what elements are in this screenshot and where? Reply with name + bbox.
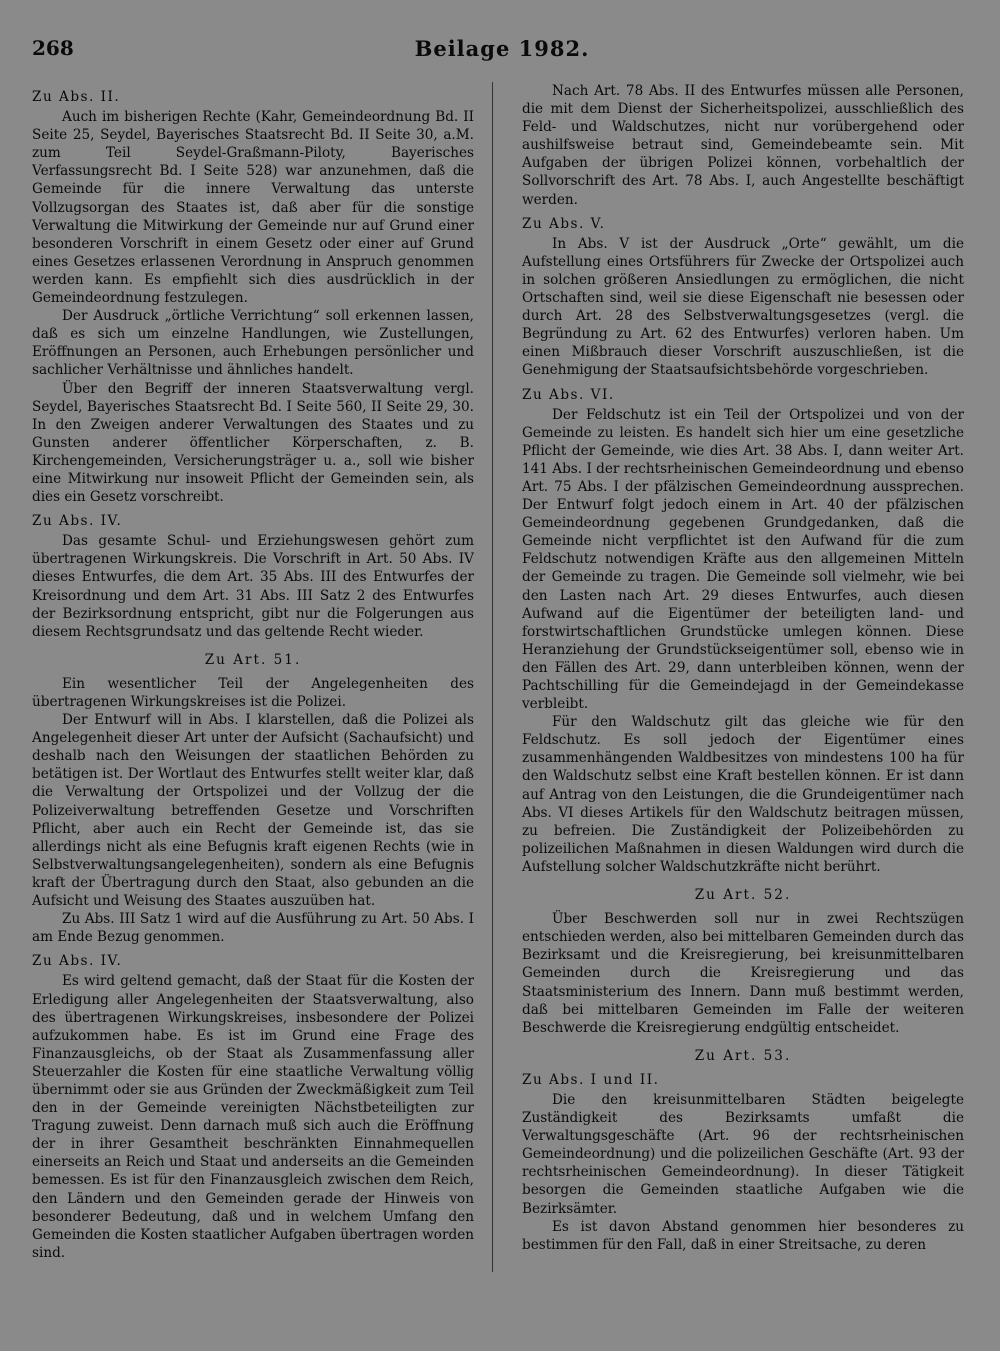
section-subheading: Zu Abs. II. xyxy=(32,89,121,105)
section-subheading: Zu Abs. IV. xyxy=(32,953,123,970)
paragraph: Das gesamte Schul- und Erziehungswesen gehört zum übertragenen Wirkungskreis. Die Vorschrift in Art. 50 Abs. IV dieses Entwurfes, die dem Art. 35 Abs. III des Entwurfes der Kreisordnung und dem Art. 31 Abs. III Satz 2 des Entwurfes der Bezirksordnung entspricht, gibt nur die Folgerungen aus diesem Rechtsgrundsatz und das geltende Recht wieder. xyxy=(32,533,474,640)
paragraph: Es ist davon Abstand genommen hier besonderes zu bestimmen für den Fall, daß in einer Streitsache, zu deren xyxy=(522,1218,964,1253)
paragraph: In Abs. V ist der Ausdruck „Orte“ gewählt, um die Aufstellung eines Ortsführers für Zwecke der Ortspolizei auch in solchen größeren Ansiedlungen zu ermöglichen, die nicht Ortschaften sind, weil sie diese Eigenschaft nie besessen oder durch Art. 28 des Selbstverwaltungsgesetzes (vergl. die Begründung zu Art. 62 des Entwurfes) verloren haben. Um einen Mißbrauch dieser Vorschrift auszuschließen, ist die Genehmigung der Staatsaufsichtsbehörde vorgeschrieben. xyxy=(522,235,964,379)
right-column xyxy=(522,82,964,1254)
section-subheading: Zu Abs. VI. xyxy=(522,386,615,403)
column-divider xyxy=(492,82,493,1272)
paragraph: Ein wesentlicher Teil der Angelegenheiten des übertragenen Wirkungskreises ist die Polizei. xyxy=(32,675,474,710)
page-header xyxy=(32,36,972,66)
page-number: 268 xyxy=(32,36,74,60)
paragraph: Es wird geltend gemacht, daß der Staat für die Kosten der Erledigung aller Angelegenheiten der Staatsverwaltung, also des übertragenen Wirkungskreises, insbesondere der Polizei aufzukommen habe. Es ist im Grund eine Frage des Finanzausgleichs, ob der Staat als Zusammenfassung aller Steuerzahler die Kosten für eine staatliche Verwaltung völlig übernimmt oder sie aus Gründen der Zweckmäßigkeit zum Teil den in der Gemeinde vereinigten Nächstbeteiligten zur Tragung zuweist. Denn darnach muß sich auch die Eröffnung der in ihrer Gesamtheit beschränkten Einnahmequellen einerseits an Reich und Staat und anderseits an die Gemeinden bemessen. Es ist für den Finanzausgleich zwischen dem Reich, den Ländern und den Gemeinden gerade der Hinweis von besonderer Bedeutung, daß und in welchem Umfang den Gemeinden die Kosten staatlicher Aufgaben übertragen worden sind. xyxy=(32,973,474,1261)
paragraph: Der Ausdruck „örtliche Verrichtung“ soll erkennen lassen, daß es sich um einzelne Handlungen, wie Zustellungen, Eröffnungen an Personen, auch Erhebungen persönlicher und sachlicher Verhältnisse und ähnliches handelt. xyxy=(32,308,474,379)
paragraph: Auch im bisherigen Rechte (Kahr, Gemeindeordnung Bd. II Seite 25, Seydel, Bayerisches Staatsrecht Bd. II Seite 30, a.M. zum Teil Seydel-Graßmann-Piloty, Bayerisches Verfassungsrecht Bd. I Seite 528) war anzunehmen, daß die Gemeinde für die innere Verwaltung das unterste Vollzugsorgan des Staates ist, daß aber für die sonstige Verwaltung die Mitwirkung der Gemeinde nur auf Grund einer besonderen Vorschrift in einem Gesetz oder einer auf Grund eines Gesetzes erlassenen Verordnung in Anspruch genommen werden kann. Es empfiehlt sich dies ausdrücklich in der Gemeindeordnung festzulegen. xyxy=(32,109,474,307)
left-column xyxy=(32,82,474,1262)
paragraph: Über Beschwerden soll nur in zwei Rechtszügen entschieden werden, also bei mittelbaren Gemeinden durch das Bezirksamt und die Kreisregierung, bei kreisunmittelbaren Gemeinden durch die Kreisregierung und das Staatsministerium des Innern. Dann muß bestimmt werden, daß bei mittelbaren Gemeinden im Falle der weiteren Beschwerde die Kreisregierung endgültig entscheidet. xyxy=(522,911,964,1036)
page-title: Beilage 1982. xyxy=(414,36,590,61)
article-heading: Zu Art. 51. xyxy=(204,651,302,668)
section-subheading: Zu Abs. IV. xyxy=(32,513,123,530)
paragraph: Die den kreisunmittelbaren Städten beigelegte Zuständigkeit des Bezirksamts umfaßt die Verwaltungsgeschäfte (Art. 96 der rechtsrheinischen Gemeindeordnung) und die polizeilichen Geschäfte (Art. 93 der rechtsrheinischen Gemeindeordnung). In dieser Tätigkeit besorgen die Gemeinden staatliche Aufgaben wie die Bezirksämter. xyxy=(522,1091,964,1217)
paragraph: Für den Waldschutz gilt das gleiche wie für den Feldschutz. Es soll jedoch der Eigentümer eines zusammenhängenden Waldbesitzes von mindestens 100 ha für den Waldschutz selbst eine Kraft bestellen können. Er ist dann auf Antrag von den Leistungen, die die Grundeigentümer nach Abs. VI dieses Artikels für den Waldschutz beitragen müssen, zu befreien. Die Zuständigkeit der Polizeibehörden zu polizeilichen Maßnahmen in diesen Waldungen wird durch die Aufstellung solcher Waldschutzkräfte nicht berührt. xyxy=(522,714,964,875)
paragraph: Der Entwurf will in Abs. I klarstellen, daß die Polizei als Angelegenheit dieser Art unter der Aufsicht (Sachaufsicht) und deshalb nach den Weisungen der staatlichen Behörden zu betätigen ist. Der Wortlaut des Entwurfes stellt weiter klar, daß die Verwaltung der Ortspolizei und der Vollzug der die Polizeiverwaltung betreffenden Gesetze und Vorschriften Pflicht, aber auch ein Recht der Gemeinde ist, das sie allerdings nicht als eine Befugnis kraft eigenen Rechts (wie in Selbstverwaltungsangelegenheiten), sondern als eine Befugnis kraft der Übertragung durch den Staat, also gebunden an die Aufsicht und Weisung des Staates auszuüben hat. xyxy=(32,712,474,910)
paragraph: Über den Begriff der inneren Staatsverwaltung vergl. Seydel, Bayerisches Staatsrecht Bd. I Seite 560, II Seite 29, 30. In den Zweigen anderer Verwaltungen des Staates und zu Gunsten anderer öffentlicher Körperschaften, z. B. Kirchengemeinden, Versicherungsträger u. a., soll wie bisher eine Mitwirkung nur insoweit Pflicht der Gemeinden sein, als dies ein Gesetz vorschreibt. xyxy=(32,380,474,506)
section-subheading: Zu Abs. I und II. xyxy=(522,1071,660,1088)
article-heading: Zu Art. 52. xyxy=(694,887,792,904)
paragraph: Zu Abs. III Satz 1 wird auf die Ausführung zu Art. 50 Abs. I am Ende Bezug genommen. xyxy=(32,911,474,946)
article-heading: Zu Art. 53. xyxy=(694,1047,792,1064)
paragraph: Der Feldschutz ist ein Teil der Ortspolizei und von der Gemeinde zu leisten. Es handelt sich hier um eine gesetzliche Pflicht der Gemeinde, wie dies Art. 38 Abs. I, dann weiter Art. 141 Abs. I der rechtsrheinischen Gemeindeordnung und ebenso Art. 75 Abs. I der pfälzischen Gemeindeordnung aussprechen. Der Entwurf folgt jedoch einem in Art. 40 der pfälzischen Gemeindeordnung gegebenen Grundgedanken, daß die Gemeinde nicht verpflichtet ist den Aufwand für die zum Feldschutz notwendigen Kräfte aus den allgemeinen Mitteln der Gemeinde zu tragen. Die Gemeinde soll vielmehr, wie bei den Lasten nach Art. 29 dieses Entwurfes, auch diesen Aufwand auf die Eigentümer der beteiligten land- und forstwirtschaftlichen Grundstücke umlegen können. Diese Heranziehung der Grundstückseigentümer soll, ebenso wie in den Fällen des Art. 29, dann unterbleiben können, wenn der Pachtschilling für die Gemeindejagd in der Gemeindekasse verbleibt. xyxy=(522,406,964,713)
paragraph: Nach Art. 78 Abs. II des Entwurfes müssen alle Personen, die mit dem Dienst der Sicherheitspolizei, ausschließlich des Feld- und Waldschutzes, nicht nur vorübergehend oder aushilfsweise betraut sind, Gemeindebeamte sein. Mit Aufgaben der übrigen Polizei können, vorbehaltlich der Sollvorschrift des Art. 78 Abs. I, auch Angestellte beschäftigt werden. xyxy=(522,83,964,208)
section-subheading: Zu Abs. V. xyxy=(522,215,606,232)
